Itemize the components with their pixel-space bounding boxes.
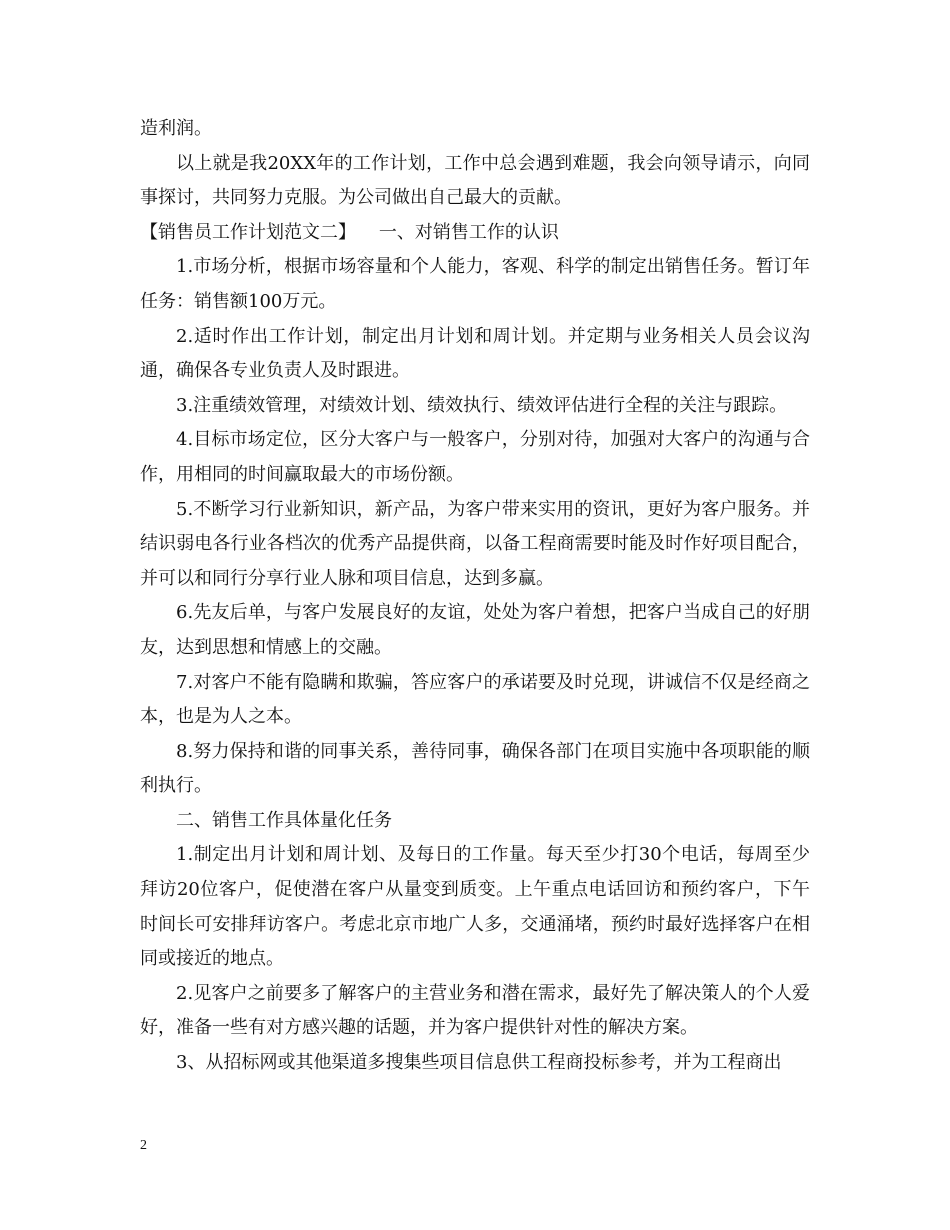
paragraph-11: 8.努力保持和谐的同事关系，善待同事，确保各部门在项目实施中各项职能的顺利执行。 [140,740,810,797]
paragraph-2: 以上就是我20XX年的工作计划，工作中总会遇到难题，我会向领导请示，向同事探讨，共同努力克服。为公司做出自己最大的贡献。 [140,152,810,209]
paragraph-15: 3、从招标网或其他渠道多搜集些项目信息供工程商投标参考，并为工程商出 [176,1052,782,1074]
section-heading: 【销售员工作计划范文二】 一、对销售工作的认识 [140,221,559,243]
paragraph-14: 2.见客户之前要多了解客户的主营业务和潜在需求，最好先了解决策人的个人爱好，准备一些有对方感兴趣的话题，并为客户提供针对性的解决方案。 [140,982,810,1039]
paragraph-5: 2.适时作出工作计划，制定出月计划和周计划。并定期与业务相关人员会议沟通，确保各专业负责人及时跟进。 [140,325,810,382]
paragraph-7: 4.目标市场定位，区分大客户与一般客户，分别对待，加强对大客户的沟通与合作，用相同的时间赢取最大的市场份额。 [140,429,810,485]
document-body [140,112,810,1081]
paragraph-1: 造利润。 [140,118,212,139]
paragraph-9: 6.先友后单，与客户发展良好的友谊，处处为客户着想，把客户当成自己的好朋友，达到思想和情感上的交融。 [140,602,810,658]
paragraph-13: 1.制定出月计划和周计划、及每日的工作量。每天至少打30个电话，每周至少拜访20位客户，促使潜在客户从量变到质变。上午重点电话回访和预约客户，下午时间长可安排拜访客户。考虑北京市地广人多，交通涌堵，预约时最好选择客户在相同或接近的地点。 [140,844,810,970]
paragraph-10: 7.对客户不能有隐瞒和欺骗，答应客户的承诺要及时兑现，讲诚信不仅是经商之本，也是为人之本。 [140,671,810,728]
paragraph-4: 1.市场分析，根据市场容量和个人能力，客观、科学的制定出销售任务。暂订年任务：销售额100万元。 [140,256,810,312]
subsection-heading: 二、销售工作具体量化任务 [176,809,392,831]
page-number: 2 [140,1138,147,1153]
paragraph-6: 3.注重绩效管理，对绩效计划、绩效执行、绩效评估进行全程的关注与跟踪。 [176,394,788,416]
paragraph-8: 5.不断学习行业新知识，新产品，为客户带来实用的资讯，更好为客户服务。并结识弱电各行业各档次的优秀产品提供商，以备工程商需要时能及时作好项目配合，并可以和同行分享行业人脉和项目信息，达到多赢。 [140,498,810,589]
